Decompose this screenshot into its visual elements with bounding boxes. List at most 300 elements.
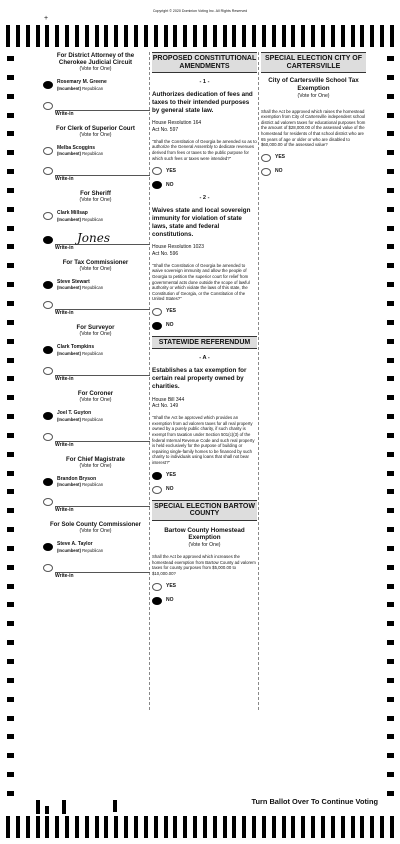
candidate-party <box>57 548 103 553</box>
ref-line: Act No. 149 <box>152 403 179 410</box>
vote-for: (Vote for One) <box>79 131 112 138</box>
timing-mark <box>387 414 394 419</box>
timing-tick <box>370 25 374 47</box>
timing-mark <box>387 697 394 702</box>
timing-mark <box>7 395 14 400</box>
timing-mark <box>7 753 14 758</box>
candidate-option[interactable] <box>43 280 148 291</box>
left-timing-marks <box>7 56 14 796</box>
vote-oval[interactable] <box>43 367 53 375</box>
timing-mark <box>7 621 14 626</box>
candidate-name: Rosemary M. Greene <box>57 79 107 85</box>
vote-for: (Vote for One) <box>79 66 112 72</box>
timing-tick <box>26 816 30 838</box>
barcode-mark <box>62 800 66 814</box>
vote-oval[interactable] <box>261 168 271 176</box>
timing-tick <box>351 25 355 47</box>
timing-mark <box>387 433 394 438</box>
timing-tick <box>164 816 168 838</box>
vote-for: (Vote for One) <box>79 528 112 535</box>
timing-mark <box>387 282 394 287</box>
race <box>43 456 148 514</box>
timing-tick <box>252 816 256 838</box>
timing-tick <box>242 25 246 47</box>
timing-mark <box>387 226 394 231</box>
timing-mark <box>7 433 14 438</box>
timing-tick <box>301 25 305 47</box>
write-in-option[interactable] <box>43 366 148 382</box>
timing-tick <box>134 816 138 838</box>
timing-mark <box>7 734 14 739</box>
timing-tick <box>154 25 158 47</box>
candidate-option[interactable] <box>43 345 148 356</box>
timing-mark <box>7 150 14 155</box>
timing-mark <box>387 244 394 249</box>
timing-mark <box>7 263 14 268</box>
timing-tick <box>6 25 10 47</box>
choice-label: NO <box>166 486 174 493</box>
timing-tick <box>65 816 69 838</box>
timing-tick <box>95 816 99 838</box>
timing-tick <box>301 816 305 838</box>
candidate-option[interactable] <box>43 542 148 553</box>
barcode-mark <box>45 806 49 814</box>
timing-mark <box>387 263 394 268</box>
timing-mark <box>7 791 14 796</box>
top-timing-track <box>6 25 394 47</box>
race <box>43 324 148 382</box>
timing-tick <box>341 816 345 838</box>
choice-no[interactable] <box>152 485 257 494</box>
timing-tick <box>134 25 138 47</box>
vote-oval[interactable] <box>152 583 162 591</box>
timing-tick <box>173 816 177 838</box>
timing-mark <box>7 602 14 607</box>
question-text: Shall the Act be approved which increases the homestead exemption from Bartow County ad valorem taxes for county purposes from $5,000.00 to $10,000.00? <box>152 554 256 576</box>
timing-tick <box>154 816 158 838</box>
question-text: "Shall the Constitution of Georgia be amended so as to authorize the General Assembly to dedicate revenues derived from fees or taxes to the public purpose for which such fees or taxes were intended?" <box>152 138 257 161</box>
incumbent-tag: (Incumbent) <box>57 547 81 553</box>
vote-oval[interactable] <box>43 478 53 486</box>
reference <box>152 244 257 256</box>
question-number: - 2 - <box>199 195 210 202</box>
candidate-info <box>57 280 103 291</box>
timing-mark <box>387 640 394 645</box>
candidate-name: Joel T. Guyton <box>57 409 92 416</box>
timing-tick <box>380 816 384 838</box>
vote-oval[interactable] <box>152 322 162 330</box>
timing-mark <box>387 452 394 457</box>
timing-mark <box>7 358 14 363</box>
question-text: Shall the Act be approved which raises the homestead exemption from City of Cartersville independent school district ad valorem taxes for educational purposes from the amount of $28,000.00 of the assessed value of the homestead for residents of that school district who are 65 years of age or older or who are disabled to $60,000.00 of the assessed value? <box>261 108 366 148</box>
timing-mark <box>387 546 394 551</box>
candidate-name: Clark Tompkins <box>57 344 95 351</box>
vote-oval[interactable] <box>43 346 53 354</box>
timing-mark <box>387 320 394 325</box>
incumbent-tag: (Incumbent) <box>57 216 81 222</box>
timing-tick <box>252 25 256 47</box>
vote-oval[interactable] <box>43 167 53 175</box>
vote-oval[interactable] <box>43 81 53 89</box>
timing-tick <box>331 25 335 47</box>
timing-mark <box>387 621 394 626</box>
timing-tick <box>311 816 315 838</box>
party-name: Republican <box>82 482 104 488</box>
timing-tick <box>124 25 128 47</box>
timing-mark <box>7 75 14 80</box>
choice-label: YES <box>166 472 177 479</box>
choice-label: YES <box>275 154 286 161</box>
write-in-option[interactable] <box>43 497 148 513</box>
timing-mark <box>387 584 394 589</box>
race <box>43 125 148 183</box>
timing-tick <box>360 816 364 838</box>
timing-tick <box>65 25 69 47</box>
section-header <box>261 52 366 73</box>
timing-tick <box>282 25 286 47</box>
choice-no[interactable] <box>152 180 257 189</box>
question-title: Bartow County Homestead Exemption <box>164 526 245 542</box>
column-divider <box>258 52 259 710</box>
timing-tick <box>85 25 89 47</box>
timing-tick <box>331 816 335 838</box>
question-title: Waives state and local sovereign immunity for violation of state laws, state and federal constitutions. <box>152 207 251 238</box>
vote-for: (Vote for One) <box>79 331 112 338</box>
choice-yes[interactable] <box>152 307 257 316</box>
vote-for: (Vote for One) <box>188 542 221 549</box>
incumbent-tag: (Incumbent) <box>57 151 81 157</box>
party-name: Republican <box>82 547 104 553</box>
timing-tick <box>291 25 295 47</box>
timing-mark <box>387 113 394 118</box>
race-title: For District Attorney of the Cherokee Judicial Circuit <box>56 52 135 66</box>
timing-mark <box>7 414 14 419</box>
vote-oval[interactable] <box>43 412 53 420</box>
write-in-option[interactable] <box>43 232 148 251</box>
write-in-option[interactable] <box>43 166 148 182</box>
vote-for: (Vote for One) <box>79 265 112 272</box>
party-name: Republican <box>82 285 104 291</box>
timing-tick <box>85 816 89 838</box>
timing-tick <box>341 25 345 47</box>
registration-mark: + <box>44 15 49 22</box>
candidate-option[interactable] <box>43 211 148 222</box>
timing-tick <box>223 816 227 838</box>
barcode-mark <box>36 800 40 814</box>
timing-mark <box>7 244 14 249</box>
timing-tick <box>173 25 177 47</box>
vote-oval[interactable] <box>43 212 53 220</box>
timing-tick <box>390 816 394 838</box>
write-in-label: Write-in <box>55 110 74 117</box>
timing-tick <box>104 816 108 838</box>
question-number: - A - <box>199 355 210 362</box>
candidate-name: Melba Scoggins <box>57 144 96 151</box>
timing-tick <box>370 816 374 838</box>
candidate-party <box>57 86 107 91</box>
choice-yes[interactable] <box>152 166 257 175</box>
timing-mark <box>7 772 14 777</box>
incumbent-tag: (Incumbent) <box>57 285 81 291</box>
timing-mark <box>7 188 14 193</box>
amendments-column <box>152 52 257 605</box>
timing-mark <box>7 508 14 513</box>
vote-oval[interactable] <box>152 167 162 175</box>
write-in-option[interactable] <box>43 300 148 316</box>
write-in-option[interactable] <box>43 563 148 579</box>
write-in-label: Write-in <box>55 310 74 317</box>
section-header <box>152 500 257 521</box>
candidate-option[interactable] <box>43 477 148 488</box>
section-header <box>152 336 257 350</box>
choice-label: YES <box>166 583 177 590</box>
timing-mark <box>7 471 14 476</box>
timing-mark <box>387 753 394 758</box>
timing-mark <box>387 131 394 136</box>
candidate-name: Steve Stewart <box>57 278 90 285</box>
timing-tick <box>351 816 355 838</box>
candidate-option[interactable] <box>43 146 148 157</box>
timing-tick <box>282 816 286 838</box>
vote-oval[interactable] <box>43 543 53 551</box>
choice-label: NO <box>166 597 174 604</box>
timing-mark <box>7 489 14 494</box>
candidate-info <box>57 477 103 488</box>
vote-oval[interactable] <box>152 181 162 189</box>
timing-mark <box>387 358 394 363</box>
timing-tick <box>55 816 59 838</box>
header-text: SPECIAL ELECTION CITY OF CARTERSVILLE <box>265 55 362 70</box>
timing-mark <box>7 339 14 344</box>
cartersville-column <box>261 52 366 176</box>
race <box>43 52 148 117</box>
timing-tick <box>262 816 266 838</box>
race-title: For Tax Commissioner <box>62 258 129 266</box>
candidate-info <box>57 211 103 222</box>
candidate-info <box>57 80 107 91</box>
header-text: PROPOSED CONSTITUTIONAL AMENDMENTS <box>152 55 257 70</box>
timing-mark <box>7 546 14 551</box>
vote-for: (Vote for One) <box>79 197 112 204</box>
write-in-label: Write-in <box>55 244 74 251</box>
timing-mark <box>387 188 394 193</box>
write-in-option[interactable] <box>43 101 148 117</box>
timing-tick <box>55 25 59 47</box>
candidate-name: Brandon Bryson <box>57 475 97 482</box>
timing-tick <box>114 25 118 47</box>
reference <box>152 120 257 132</box>
timing-mark <box>7 169 14 174</box>
choice-yes[interactable] <box>152 471 257 480</box>
timing-tick <box>75 816 79 838</box>
race-title: For Sheriff <box>80 190 111 198</box>
vote-oval[interactable] <box>152 486 162 494</box>
timing-tick <box>124 816 128 838</box>
party-name: Republican <box>82 85 104 91</box>
vote-oval[interactable] <box>43 498 53 506</box>
timing-mark <box>387 94 394 99</box>
timing-mark <box>387 659 394 664</box>
timing-mark <box>7 697 14 702</box>
timing-tick <box>26 25 30 47</box>
choice-label: NO <box>275 168 283 175</box>
timing-tick <box>164 25 168 47</box>
timing-tick <box>291 816 295 838</box>
candidate-party <box>57 151 103 156</box>
timing-tick <box>36 816 40 838</box>
timing-tick <box>16 25 20 47</box>
timing-tick <box>75 25 79 47</box>
race <box>43 521 148 579</box>
barcode-mark <box>113 800 117 812</box>
timing-tick <box>380 25 384 47</box>
candidate-option[interactable] <box>43 80 148 91</box>
race <box>43 190 148 251</box>
timing-mark <box>7 320 14 325</box>
write-in-label: Write-in <box>55 441 74 448</box>
race-title: For Clerk of Superior Court <box>56 124 135 132</box>
vote-oval[interactable] <box>43 147 53 155</box>
timing-mark <box>7 659 14 664</box>
timing-tick <box>213 25 217 47</box>
timing-tick <box>321 816 325 838</box>
incumbent-tag: (Incumbent) <box>57 85 81 91</box>
candidate-option[interactable] <box>43 411 148 422</box>
timing-tick <box>242 816 246 838</box>
timing-mark <box>7 301 14 306</box>
timing-mark <box>7 207 14 212</box>
timing-mark <box>7 678 14 683</box>
timing-tick <box>193 25 197 47</box>
vote-oval[interactable] <box>43 301 53 309</box>
timing-mark <box>387 734 394 739</box>
ref-line: House Resolution 1023 <box>152 244 204 251</box>
race-title: For Surveyor <box>76 324 115 332</box>
timing-tick <box>193 816 197 838</box>
vote-for: (Vote for One) <box>297 92 330 99</box>
vote-for: (Vote for One) <box>79 462 112 469</box>
race-title: For Chief Magistrate <box>66 455 125 463</box>
write-in-option[interactable] <box>43 432 148 448</box>
timing-mark <box>387 376 394 381</box>
timing-tick <box>144 25 148 47</box>
timing-mark <box>7 565 14 570</box>
timing-mark <box>387 678 394 683</box>
turn-over-instruction: Turn Ballot Over To Continue Voting <box>251 797 378 806</box>
choice-label: YES <box>166 167 177 174</box>
candidate-info <box>57 146 103 157</box>
section-header <box>152 52 257 73</box>
choice-yes[interactable] <box>261 153 366 162</box>
choice-yes[interactable] <box>152 582 257 591</box>
timing-mark <box>387 150 394 155</box>
copyright-notice: Copyright © 2020 Dominion Voting Inc. All Rights Reserved <box>152 9 248 13</box>
barcode-marks-left <box>36 800 122 814</box>
choice-no[interactable] <box>261 167 366 176</box>
timing-tick <box>45 25 49 47</box>
candidate-races-column <box>43 52 148 587</box>
ref-line: Act No. 596 <box>152 250 179 257</box>
timing-mark <box>7 56 14 61</box>
vote-oval[interactable] <box>43 433 53 441</box>
candidate-info <box>57 345 103 356</box>
race-title: For Sole County Commissioner <box>49 521 142 529</box>
timing-mark <box>7 131 14 136</box>
candidate-name: Steve A. Taylor <box>57 541 93 548</box>
choice-label: NO <box>166 181 174 188</box>
timing-tick <box>6 816 10 838</box>
ref-line: House Bill 344 <box>152 396 185 403</box>
timing-tick <box>36 25 40 47</box>
vote-oval[interactable] <box>43 102 53 110</box>
choice-no[interactable] <box>152 596 257 605</box>
timing-mark <box>7 282 14 287</box>
question-text: "Shall the Constitution of Georgia be amended to waive sovereign immunity and allow the people of Georgia to petition the superior court for relief from governmental acts done outside the scope of lawful authority or which violate the laws of this state, the Constitution of Georgia, or the Constitution of the United States?" <box>152 262 250 302</box>
race <box>43 390 148 448</box>
vote-oval[interactable] <box>43 281 53 289</box>
candidate-name: Clark Millsap <box>57 210 88 217</box>
question-number: - 1 - <box>199 79 210 85</box>
timing-mark <box>387 527 394 532</box>
timing-mark <box>387 56 394 61</box>
vote-oval[interactable] <box>152 472 162 480</box>
timing-tick <box>232 816 236 838</box>
bottom-timing-track <box>6 816 394 838</box>
write-in-label: Write-in <box>55 572 74 579</box>
header-text: STATEWIDE REFERENDUM <box>158 338 251 346</box>
timing-tick <box>213 816 217 838</box>
timing-tick <box>203 816 207 838</box>
ref-line: House Resolution 164 <box>152 120 202 127</box>
question-title: City of Cartersville School Tax Exemption <box>268 77 359 92</box>
column-divider <box>149 52 150 710</box>
timing-tick <box>95 25 99 47</box>
timing-mark <box>387 75 394 80</box>
timing-tick <box>390 25 394 47</box>
timing-mark <box>387 489 394 494</box>
party-name: Republican <box>82 416 104 422</box>
timing-mark <box>7 452 14 457</box>
party-name: Republican <box>82 151 104 157</box>
timing-mark <box>7 640 14 645</box>
timing-tick <box>360 25 364 47</box>
vote-oval[interactable] <box>43 564 53 572</box>
timing-tick <box>272 25 276 47</box>
write-in-label: Write-in <box>55 375 74 382</box>
timing-mark <box>387 301 394 306</box>
candidate-party <box>57 482 103 487</box>
vote-oval[interactable] <box>152 308 162 316</box>
timing-tick <box>45 816 49 838</box>
header-text: SPECIAL ELECTION BARTOW COUNTY <box>154 502 255 518</box>
vote-oval[interactable] <box>261 154 271 162</box>
timing-mark <box>7 376 14 381</box>
vote-oval[interactable] <box>152 597 162 605</box>
choice-no[interactable] <box>152 321 257 330</box>
timing-mark <box>387 169 394 174</box>
timing-mark <box>387 772 394 777</box>
timing-mark <box>7 226 14 231</box>
timing-mark <box>387 602 394 607</box>
candidate-party <box>57 351 103 356</box>
candidate-party <box>57 417 103 422</box>
timing-tick <box>183 25 187 47</box>
vote-oval[interactable] <box>43 236 53 244</box>
timing-tick <box>114 816 118 838</box>
timing-tick <box>144 816 148 838</box>
timing-tick <box>16 816 20 838</box>
timing-tick <box>232 25 236 47</box>
